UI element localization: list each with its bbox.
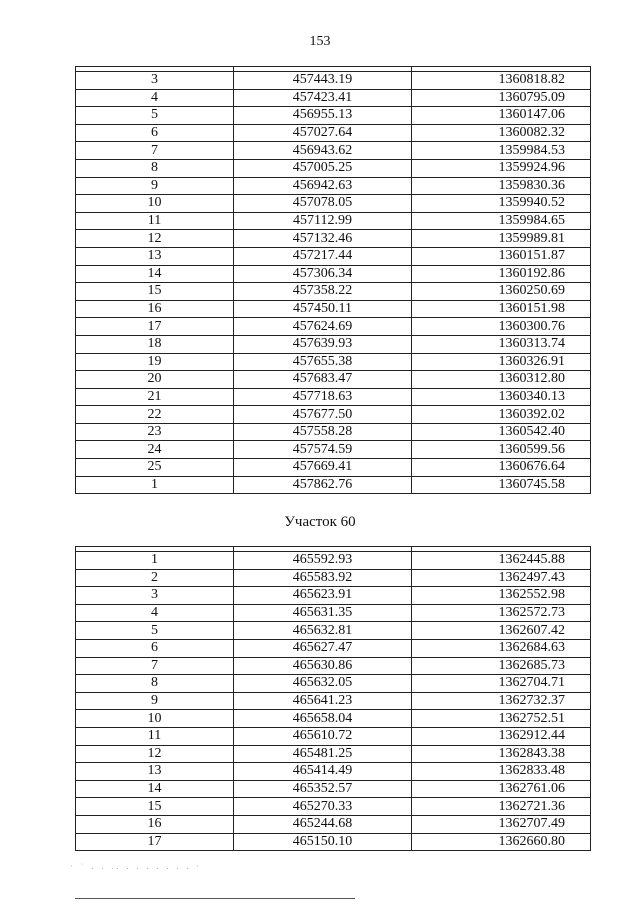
table-row xyxy=(76,441,591,459)
bottom-divider xyxy=(75,898,355,899)
coordinates-table-body xyxy=(76,67,591,494)
y-coordinate-cell: 1360795.09 xyxy=(412,89,591,107)
point-number-cell: 7 xyxy=(76,657,234,675)
x-coordinate-cell: 465632.81 xyxy=(234,622,412,640)
point-number-cell: 2 xyxy=(76,569,234,587)
table-row xyxy=(76,230,591,248)
table-row xyxy=(76,710,591,728)
y-coordinate-cell: 1360250.69 xyxy=(412,283,591,301)
point-number-cell: 5 xyxy=(76,622,234,640)
y-coordinate-cell: 1360312.80 xyxy=(412,371,591,389)
point-number-cell: 14 xyxy=(76,780,234,798)
x-coordinate-cell: 457217.44 xyxy=(234,247,412,265)
x-coordinate-cell: 465623.91 xyxy=(234,587,412,605)
x-coordinate-cell: 465352.57 xyxy=(234,780,412,798)
x-coordinate-cell: 465631.35 xyxy=(234,604,412,622)
point-number-cell: 5 xyxy=(76,107,234,125)
y-coordinate-cell: 1359924.96 xyxy=(412,159,591,177)
y-coordinate-cell: 1362685.73 xyxy=(412,657,591,675)
y-coordinate-cell: 1362497.43 xyxy=(412,569,591,587)
point-number-cell: 1 xyxy=(76,552,234,570)
y-coordinate-cell: 1360542.40 xyxy=(412,423,591,441)
table-row xyxy=(76,745,591,763)
table-row xyxy=(76,265,591,283)
y-coordinate-cell: 1362552.98 xyxy=(412,587,591,605)
table-row xyxy=(76,159,591,177)
x-coordinate-cell: 465632.05 xyxy=(234,675,412,693)
y-coordinate-cell: 1359989.81 xyxy=(412,230,591,248)
y-coordinate-cell: 1360745.58 xyxy=(412,476,591,494)
table-row xyxy=(76,89,591,107)
table-row xyxy=(76,569,591,587)
x-coordinate-cell: 457558.28 xyxy=(234,423,412,441)
point-number-cell: 12 xyxy=(76,745,234,763)
point-number-cell: 13 xyxy=(76,763,234,781)
point-number-cell: 13 xyxy=(76,247,234,265)
point-number-cell: 9 xyxy=(76,177,234,195)
point-number-cell: 22 xyxy=(76,406,234,424)
y-coordinate-cell: 1360151.87 xyxy=(412,247,591,265)
x-coordinate-cell: 457574.59 xyxy=(234,441,412,459)
y-coordinate-cell: 1359984.65 xyxy=(412,212,591,230)
point-number-cell: 3 xyxy=(76,72,234,90)
y-coordinate-cell: 1362912.44 xyxy=(412,727,591,745)
point-number-cell: 20 xyxy=(76,371,234,389)
y-coordinate-cell: 1362660.80 xyxy=(412,833,591,851)
y-coordinate-cell: 1360340.13 xyxy=(412,388,591,406)
point-number-cell: 19 xyxy=(76,353,234,371)
section-title: Участок 60 xyxy=(284,514,356,530)
point-number-cell: 4 xyxy=(76,89,234,107)
x-coordinate-cell: 465150.10 xyxy=(234,833,412,851)
x-coordinate-cell: 456943.62 xyxy=(234,142,412,160)
x-coordinate-cell: 457450.11 xyxy=(234,300,412,318)
x-coordinate-cell: 457655.38 xyxy=(234,353,412,371)
x-coordinate-cell: 465641.23 xyxy=(234,692,412,710)
point-number-cell: 25 xyxy=(76,459,234,477)
table-row xyxy=(76,833,591,851)
y-coordinate-cell: 1362752.51 xyxy=(412,710,591,728)
x-coordinate-cell: 457683.47 xyxy=(234,371,412,389)
point-number-cell: 12 xyxy=(76,230,234,248)
y-coordinate-cell: 1362572.73 xyxy=(412,604,591,622)
point-number-cell: 24 xyxy=(76,441,234,459)
x-coordinate-cell: 465244.68 xyxy=(234,815,412,833)
x-coordinate-cell: 465414.49 xyxy=(234,763,412,781)
x-coordinate-cell: 456955.13 xyxy=(234,107,412,125)
x-coordinate-cell: 457624.69 xyxy=(234,318,412,336)
y-coordinate-cell: 1362704.71 xyxy=(412,675,591,693)
point-number-cell: 10 xyxy=(76,195,234,213)
table-row xyxy=(76,798,591,816)
x-coordinate-cell: 457005.25 xyxy=(234,159,412,177)
table-row xyxy=(76,692,591,710)
y-coordinate-cell: 1360676.64 xyxy=(412,459,591,477)
point-number-cell: 17 xyxy=(76,318,234,336)
coordinates-table-body xyxy=(76,547,591,851)
table-row xyxy=(76,423,591,441)
point-number-cell: 6 xyxy=(76,124,234,142)
point-number-cell: 11 xyxy=(76,727,234,745)
x-coordinate-cell: 465481.25 xyxy=(234,745,412,763)
table-row xyxy=(76,283,591,301)
y-coordinate-cell: 1362732.37 xyxy=(412,692,591,710)
y-coordinate-cell: 1362721.36 xyxy=(412,798,591,816)
point-number-cell: 16 xyxy=(76,300,234,318)
point-number-cell: 8 xyxy=(76,159,234,177)
point-number-cell: 23 xyxy=(76,423,234,441)
x-coordinate-cell: 457306.34 xyxy=(234,265,412,283)
table-row xyxy=(76,675,591,693)
point-number-cell: 7 xyxy=(76,142,234,160)
y-coordinate-cell: 1360599.56 xyxy=(412,441,591,459)
table-row xyxy=(76,300,591,318)
x-coordinate-cell: 457132.46 xyxy=(234,230,412,248)
coordinates-table-continued xyxy=(75,66,591,494)
point-number-cell: 8 xyxy=(76,675,234,693)
table-row xyxy=(76,107,591,125)
table-row xyxy=(76,604,591,622)
x-coordinate-cell: 457358.22 xyxy=(234,283,412,301)
y-coordinate-cell: 1362707.49 xyxy=(412,815,591,833)
x-coordinate-cell: 465627.47 xyxy=(234,639,412,657)
x-coordinate-cell: 456942.63 xyxy=(234,177,412,195)
coordinates-table-plot-60 xyxy=(75,546,591,851)
x-coordinate-cell: 465658.04 xyxy=(234,710,412,728)
y-coordinate-cell: 1360818.82 xyxy=(412,72,591,90)
table-row xyxy=(76,459,591,477)
x-coordinate-cell: 465610.72 xyxy=(234,727,412,745)
x-coordinate-cell: 457423.41 xyxy=(234,89,412,107)
point-number-cell: 15 xyxy=(76,283,234,301)
y-coordinate-cell: 1362684.63 xyxy=(412,639,591,657)
y-coordinate-cell: 1360313.74 xyxy=(412,335,591,353)
y-coordinate-cell: 1359984.53 xyxy=(412,142,591,160)
table-row xyxy=(76,371,591,389)
table-row xyxy=(76,763,591,781)
table-row xyxy=(76,318,591,336)
x-coordinate-cell: 457078.05 xyxy=(234,195,412,213)
table-row xyxy=(76,353,591,371)
table-row xyxy=(76,622,591,640)
point-number-cell: 9 xyxy=(76,692,234,710)
y-coordinate-cell: 1359830.36 xyxy=(412,177,591,195)
x-coordinate-cell: 465583.92 xyxy=(234,569,412,587)
table-row xyxy=(76,142,591,160)
y-coordinate-cell: 1362833.48 xyxy=(412,763,591,781)
point-number-cell: 1 xyxy=(76,476,234,494)
x-coordinate-cell: 457443.19 xyxy=(234,72,412,90)
table-row xyxy=(76,815,591,833)
point-number-cell: 6 xyxy=(76,639,234,657)
y-coordinate-cell: 1360300.76 xyxy=(412,318,591,336)
y-coordinate-cell: 1362445.88 xyxy=(412,552,591,570)
x-coordinate-cell: 457027.64 xyxy=(234,124,412,142)
table-row xyxy=(76,212,591,230)
y-coordinate-cell: 1362843.38 xyxy=(412,745,591,763)
table-row xyxy=(76,780,591,798)
table-row xyxy=(76,587,591,605)
x-coordinate-cell: 457718.63 xyxy=(234,388,412,406)
y-coordinate-cell: 1360082.32 xyxy=(412,124,591,142)
table-row xyxy=(76,177,591,195)
point-number-cell: 4 xyxy=(76,604,234,622)
point-number-cell: 3 xyxy=(76,587,234,605)
y-coordinate-cell: 1359940.52 xyxy=(412,195,591,213)
point-number-cell: 11 xyxy=(76,212,234,230)
x-coordinate-cell: 457112.99 xyxy=(234,212,412,230)
y-coordinate-cell: 1360326.91 xyxy=(412,353,591,371)
point-number-cell: 15 xyxy=(76,798,234,816)
y-coordinate-cell: 1362607.42 xyxy=(412,622,591,640)
point-number-cell: 16 xyxy=(76,815,234,833)
table-row xyxy=(76,124,591,142)
x-coordinate-cell: 457639.93 xyxy=(234,335,412,353)
table-row xyxy=(76,247,591,265)
x-coordinate-cell: 457862.76 xyxy=(234,476,412,494)
table-row xyxy=(76,388,591,406)
x-coordinate-cell: 465270.33 xyxy=(234,798,412,816)
table-row xyxy=(76,406,591,424)
table-row xyxy=(76,195,591,213)
point-number-cell: 21 xyxy=(76,388,234,406)
table-row xyxy=(76,72,591,90)
point-number-cell: 14 xyxy=(76,265,234,283)
x-coordinate-cell: 457669.41 xyxy=(234,459,412,477)
point-number-cell: 10 xyxy=(76,710,234,728)
table-row xyxy=(76,552,591,570)
y-coordinate-cell: 1360192.86 xyxy=(412,265,591,283)
table-row xyxy=(76,639,591,657)
x-coordinate-cell: 457677.50 xyxy=(234,406,412,424)
table-row xyxy=(76,657,591,675)
table-row xyxy=(76,335,591,353)
y-coordinate-cell: 1360151.98 xyxy=(412,300,591,318)
y-coordinate-cell: 1360392.02 xyxy=(412,406,591,424)
point-number-cell: 17 xyxy=(76,833,234,851)
x-coordinate-cell: 465630.86 xyxy=(234,657,412,675)
x-coordinate-cell: 465592.93 xyxy=(234,552,412,570)
y-coordinate-cell: 1362761.06 xyxy=(412,780,591,798)
scan-noise-dots: · ˙ . . .. . . . . . . . · xyxy=(70,862,202,871)
y-coordinate-cell: 1360147.06 xyxy=(412,107,591,125)
point-number-cell: 18 xyxy=(76,335,234,353)
table-row xyxy=(76,476,591,494)
table-row xyxy=(76,727,591,745)
page-number: 153 xyxy=(309,34,331,49)
